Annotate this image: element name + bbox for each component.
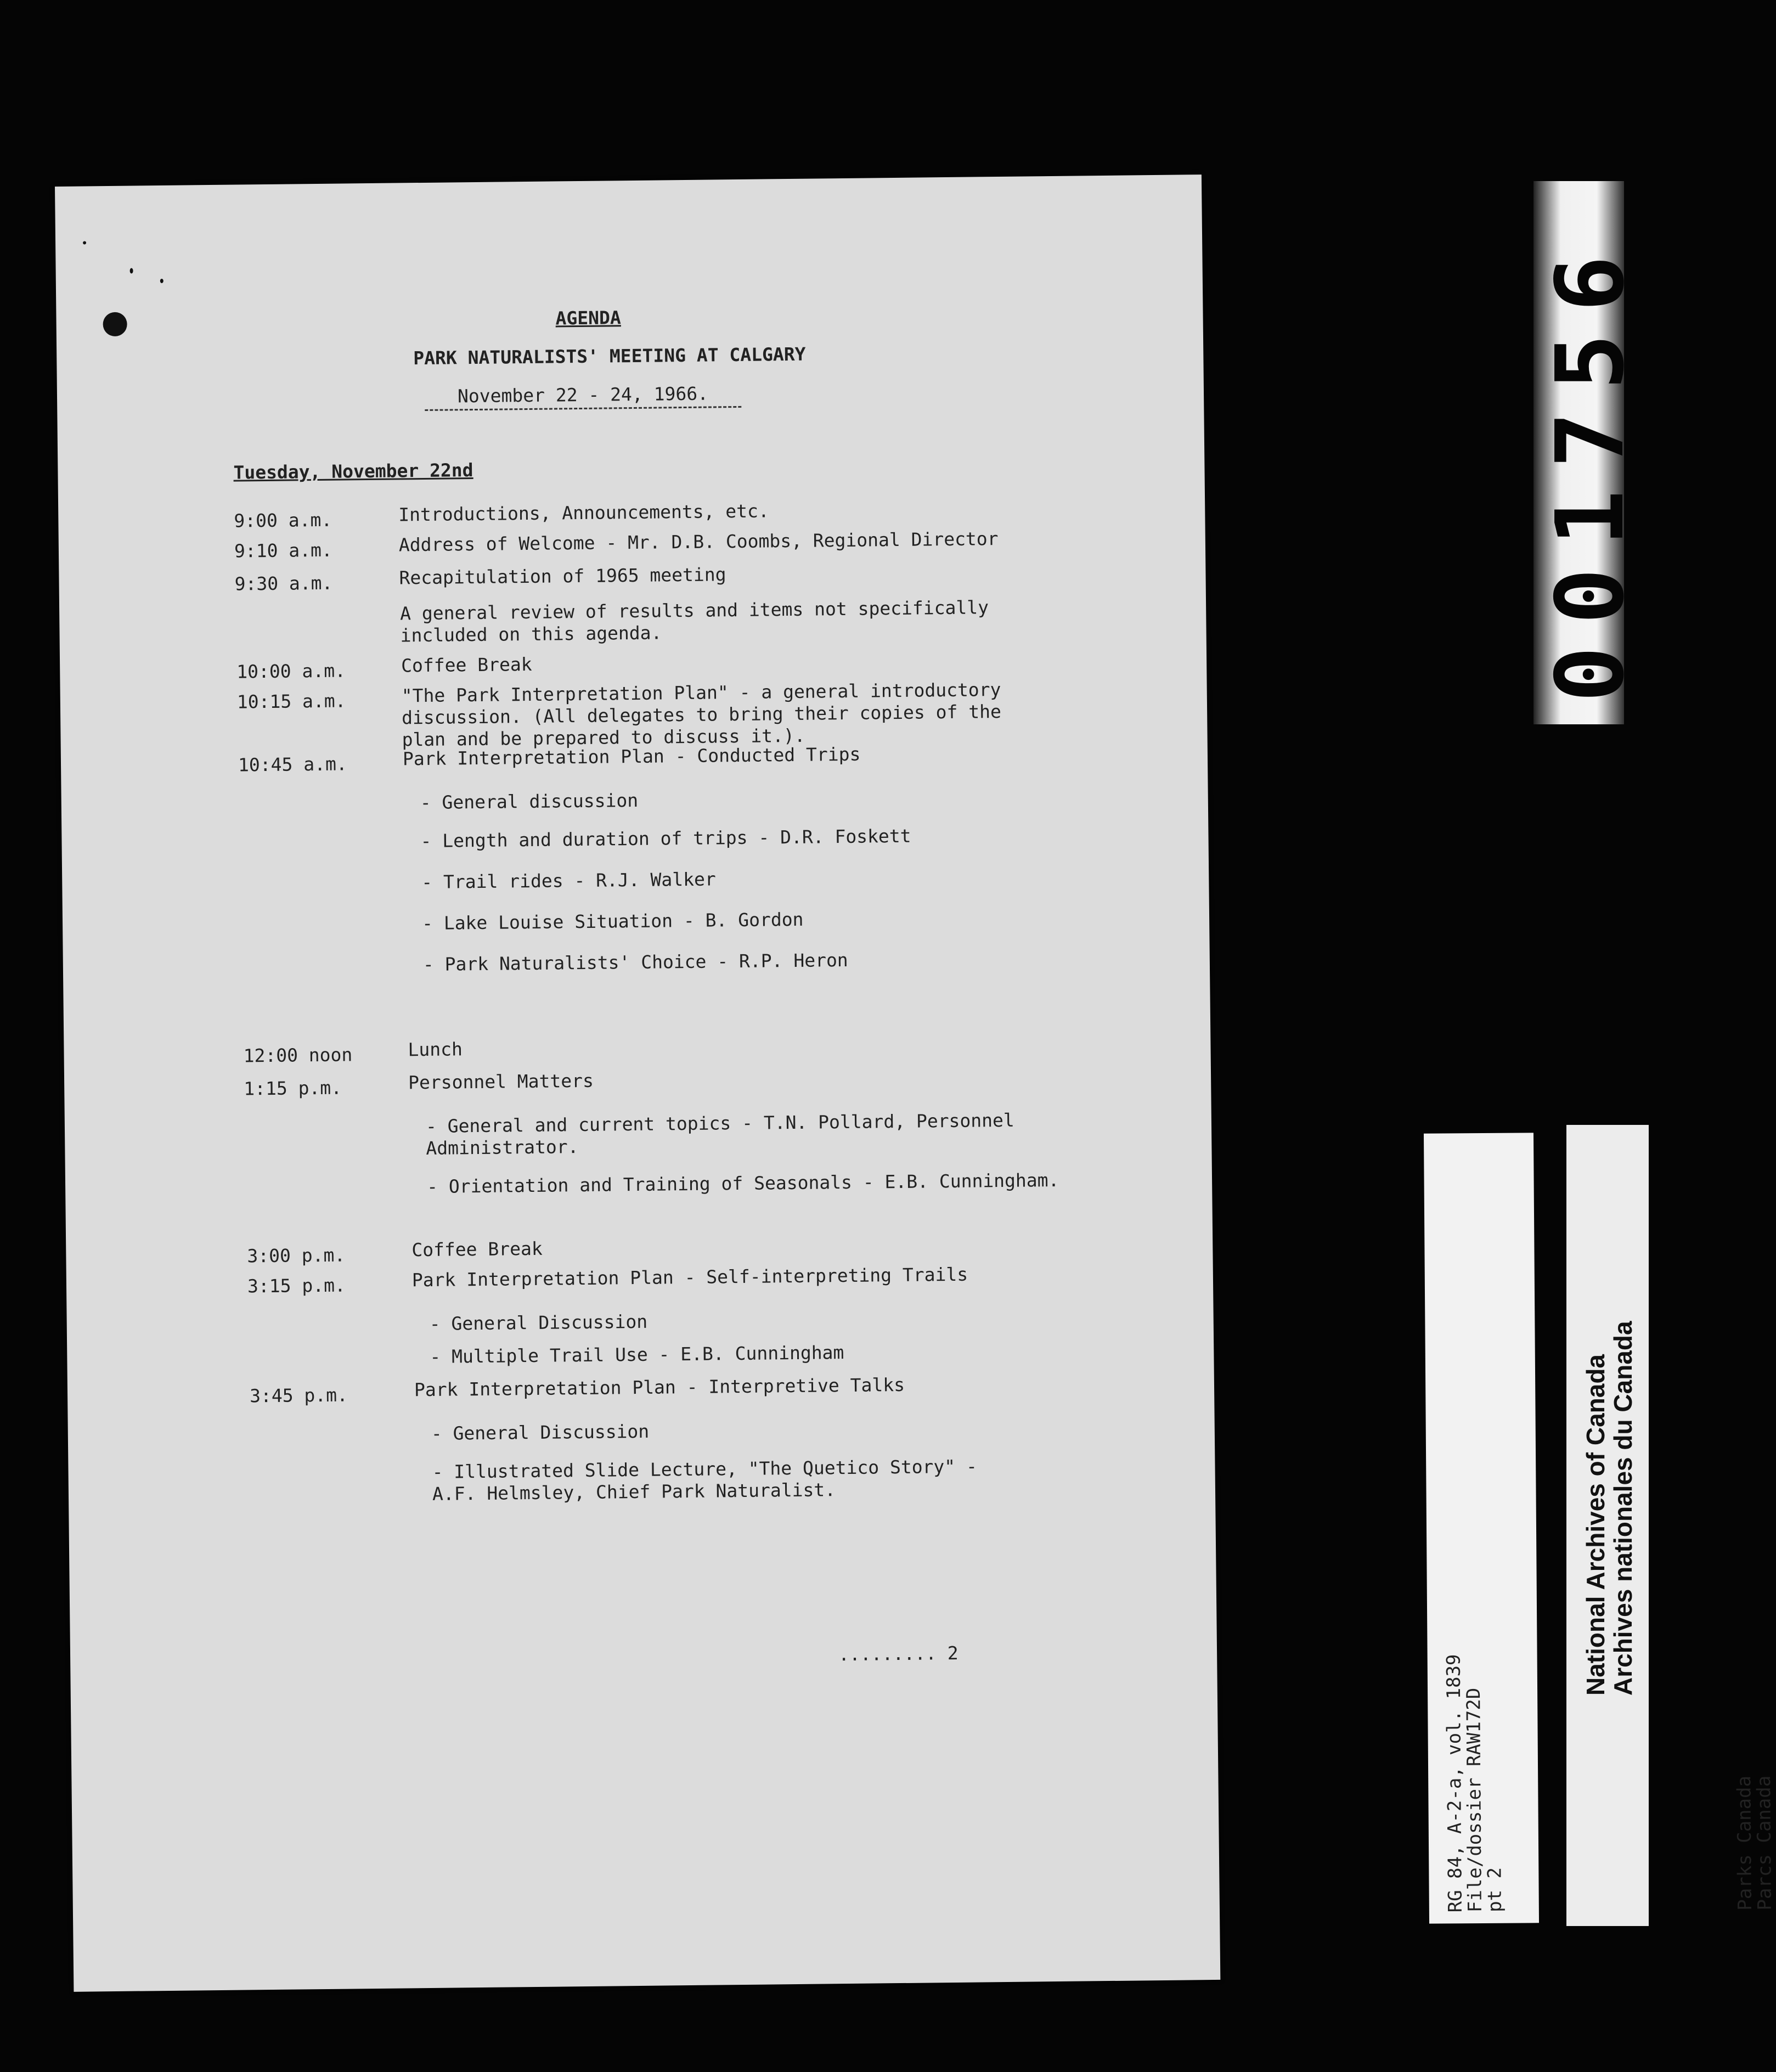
agenda-title: AGENDA	[555, 307, 621, 329]
agenda-subitem: - General discussion	[420, 789, 639, 814]
agenda-time: 9:30 a.m.	[234, 572, 333, 595]
agenda-time: 9:00 a.m.	[234, 509, 332, 532]
institution-line: National Archives of Canada	[1581, 1354, 1610, 1696]
agenda-subitem: - General Discussion	[431, 1420, 650, 1444]
agenda-subitem: - Multiple Trail Use - E.B. Cunningham	[430, 1342, 844, 1367]
ink-spot	[160, 279, 163, 283]
agenda-item: Introductions, Announcements, etc.	[398, 500, 769, 526]
ink-spot	[83, 241, 86, 244]
agenda-item: included on this agenda.	[400, 622, 662, 646]
ink-spot	[130, 268, 133, 274]
agenda-item: "The Park Interpretation Plan" - a general introductory	[401, 678, 1001, 707]
agenda-subitem: - Trail rides - R.J. Walker	[421, 868, 716, 893]
institution-label	[1566, 1125, 1649, 1926]
agenda-item: Personnel Matters	[408, 1069, 594, 1094]
day-heading: Tuesday, November 22nd	[233, 459, 473, 483]
agenda-time: 3:15 p.m.	[247, 1274, 346, 1297]
institution-line: Archives nationales du Canada	[1609, 1321, 1637, 1696]
agenda-time: 3:45 p.m.	[249, 1384, 348, 1407]
agenda-subitem: - General Discussion	[429, 1310, 648, 1335]
document-page	[55, 174, 1220, 1992]
agenda-item: Coffee Break	[401, 653, 532, 677]
agenda-subitem: - Illustrated Slide Lecture, "The Quetico Story" -	[432, 1455, 978, 1483]
agenda-item: Recapitulation of 1965 meeting	[399, 564, 726, 589]
agenda-item: Park Interpretation Plan - Self-interpreting Trails	[411, 1263, 968, 1291]
page-marker: ......... 2	[838, 1642, 959, 1665]
ink-spot	[103, 312, 127, 336]
agenda-item: Park Interpretation Plan - Interpretive Talks	[414, 1373, 905, 1401]
source-line: Parcs Canada	[1753, 1775, 1776, 1911]
agenda-time: 10:00 a.m.	[236, 660, 346, 683]
agenda-item: A general review of results and items not specifically	[399, 596, 989, 624]
reference-line: pt 2	[1484, 1867, 1506, 1912]
meeting-title: PARK NATURALISTS' MEETING AT CALGARY	[413, 343, 806, 369]
agenda-item: Address of Welcome - Mr. D.B. Coombs, Regional Director	[398, 528, 999, 556]
agenda-time: 12:00 noon	[243, 1044, 353, 1067]
agenda-time: 10:15 a.m.	[236, 690, 346, 713]
agenda-subitem: - General and current topics - T.N. Pollard, Personnel	[425, 1109, 1014, 1138]
agenda-time: 1:15 p.m.	[244, 1077, 342, 1100]
reference-line: File/dossier RAW172D	[1463, 1687, 1486, 1913]
agenda-item: discussion. (All delegates to bring their copies of the	[401, 700, 1002, 729]
agenda-subitem: - Park Naturalists' Choice - R.P. Heron	[422, 949, 848, 976]
agenda-subitem: - Length and duration of trips - D.R. Foskett	[420, 825, 911, 852]
frame-number: 001756	[1536, 233, 1645, 702]
agenda-time: 3:00 p.m.	[247, 1244, 346, 1267]
agenda-subitem: - Orientation and Training of Seasonals - E.B. Cunningham.	[426, 1169, 1059, 1197]
agenda-time: 10:45 a.m.	[238, 753, 347, 776]
reference-line: RG 84, A-2-a, vol. 1839	[1442, 1654, 1467, 1913]
agenda-time: 9:10 a.m.	[234, 539, 332, 562]
source-line: Parks Canada	[1733, 1775, 1756, 1911]
agenda-subitem: Administrator.	[426, 1136, 579, 1159]
agenda-item: Park Interpretation Plan - Conducted Trips	[402, 743, 861, 770]
agenda-item: Lunch	[408, 1038, 463, 1061]
meeting-dates: November 22 - 24, 1966.	[425, 382, 741, 411]
agenda-item: plan and be prepared to discuss it.).	[402, 724, 805, 751]
agenda-subitem: A.F. Helmsley, Chief Park Naturalist.	[432, 1479, 836, 1505]
agenda-item: Coffee Break	[411, 1237, 543, 1261]
agenda-subitem: - Lake Louise Situation - B. Gordon	[421, 908, 804, 934]
